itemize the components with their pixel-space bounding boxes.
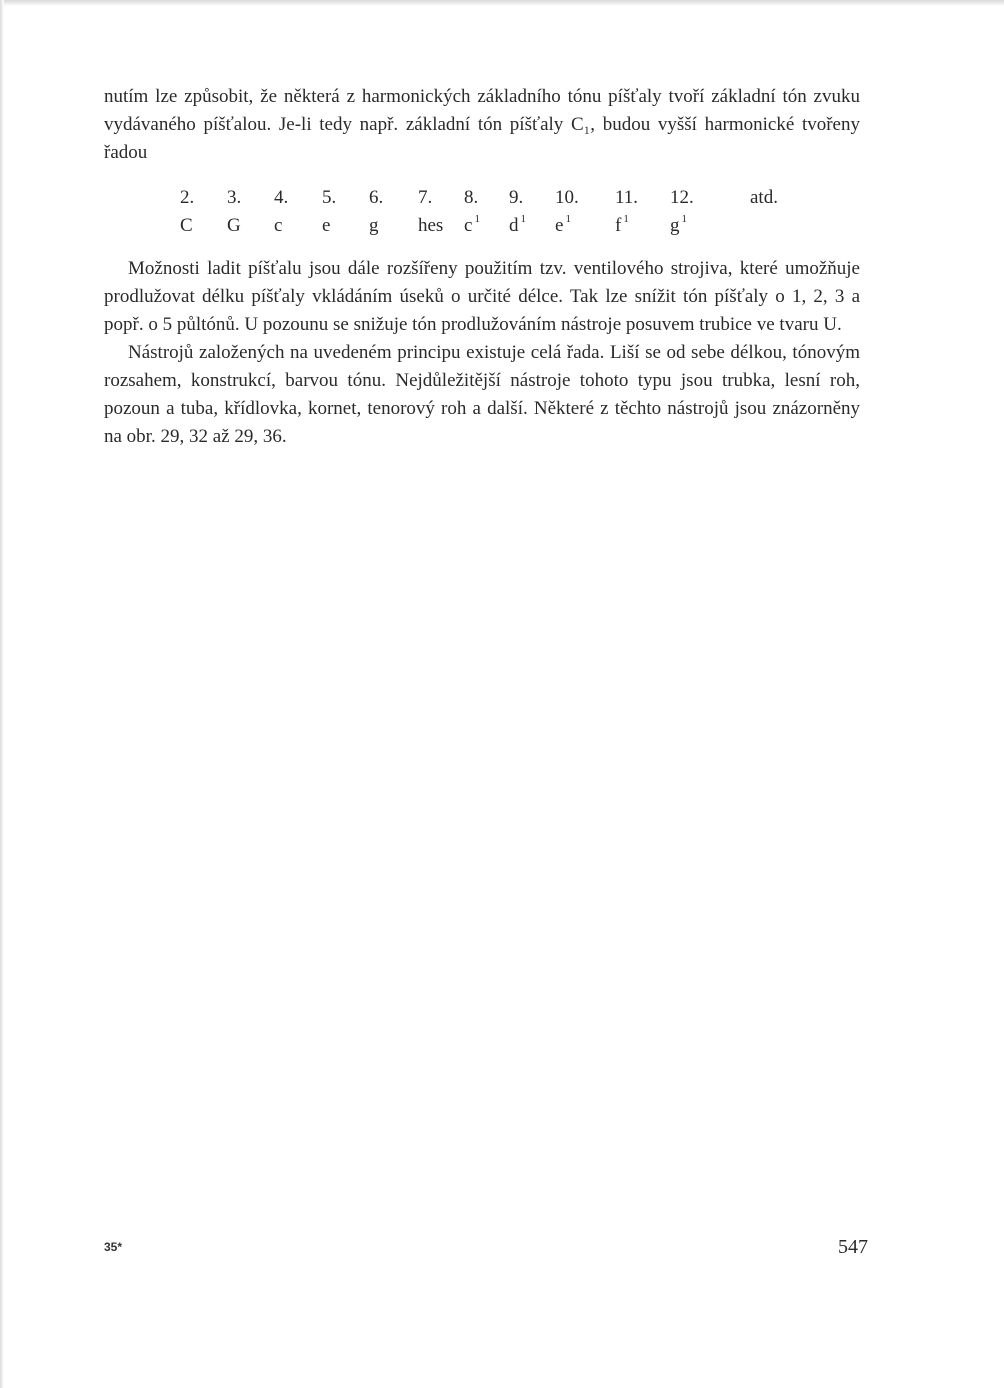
harmonic-number: 6.: [369, 187, 384, 208]
harmonic-number: 2.: [180, 187, 195, 208]
note-octave: 1: [623, 212, 629, 225]
harmonic-note: [750, 212, 800, 240]
note-name: e: [322, 215, 331, 236]
harmonic-number: 7.: [418, 187, 433, 208]
note-name: c: [464, 215, 473, 236]
harmonic-number: 3.: [227, 187, 242, 208]
harmonic-note: [227, 212, 274, 240]
page-edge-shadow-left: [0, 0, 4, 1388]
harmonic-number: 10.: [555, 187, 579, 208]
note-name: C: [180, 215, 193, 236]
harmonic-note: [670, 212, 750, 240]
note-name: c: [274, 215, 283, 236]
harmonic-number: 4.: [274, 187, 289, 208]
harmonic-note: [464, 212, 509, 240]
note-octave: 1: [474, 212, 480, 225]
note-octave: 1: [520, 212, 526, 225]
note-octave: 1: [565, 212, 571, 225]
harmonic-number: atd.: [750, 187, 778, 208]
note-octave: 1: [681, 212, 687, 225]
signature-mark: 35*: [104, 1240, 123, 1254]
harmonic-note: [555, 212, 615, 240]
harmonic-note: [418, 212, 464, 240]
note-name: f: [615, 215, 622, 236]
paragraph-intro-block: [104, 83, 860, 167]
harmonic-note: [615, 212, 670, 240]
harmonic-note-row: [180, 212, 800, 240]
harmonic-series-table: [180, 184, 800, 240]
note-name: e: [555, 215, 564, 236]
note-name: d: [509, 215, 519, 236]
harmonic-number: 9.: [509, 187, 524, 208]
paragraph-intro: nutím lze způsobit, že některá z harmonických základního tónu píšťaly tvoří základní tón zvuku vydávaného píšťalou. Je-li tedy např. základní tón píšťaly C₁, budou vyšší harmonické tvořeny řadou: [104, 86, 860, 163]
page-edge-shadow-top: [0, 0, 1004, 6]
paragraph-body-block: [104, 255, 860, 451]
page-number: 547: [838, 1236, 868, 1258]
harmonic-number: 12.: [670, 187, 694, 208]
harmonic-number: 8.: [464, 187, 479, 208]
harmonic-note: [369, 212, 418, 240]
harmonic-note: [322, 212, 369, 240]
note-name: hes: [418, 215, 444, 236]
note-name: g: [369, 215, 379, 236]
note-name: g: [670, 215, 680, 236]
note-name: G: [227, 215, 241, 236]
paragraph-instruments: Nástrojů založených na uvedeném principu existuje celá řada. Liší se od sebe délkou, tónovým rozsahem, konstrukcí, barvou tónu. Nejdůležitější nástroje tohoto typu jsou trubka, lesní roh, pozoun a tuba, křídlovka, kornet, tenorový roh a další. Některé z těchto nástrojů jsou znázorněny na obr. 29, 32 až 29, 36.: [104, 342, 860, 447]
harmonic-note: [180, 212, 227, 240]
harmonic-number-row: [180, 184, 800, 212]
harmonic-number: 11.: [615, 187, 639, 208]
paragraph-valves: Možnosti ladit píšťalu jsou dále rozšířeny použitím tzv. ventilového strojiva, které umožňuje prodlužovat délku píšťaly vkládáním úseků o určité délce. Tak lze snížit tón píšťaly o 1, 2, 3 a popř. o 5 půltónů. U pozounu se snižuje tón prodlužováním nástroje posuvem trubice ve tvaru U.: [104, 258, 860, 335]
harmonic-note: [274, 212, 322, 240]
harmonic-note: [509, 212, 555, 240]
harmonic-number: 5.: [322, 187, 337, 208]
